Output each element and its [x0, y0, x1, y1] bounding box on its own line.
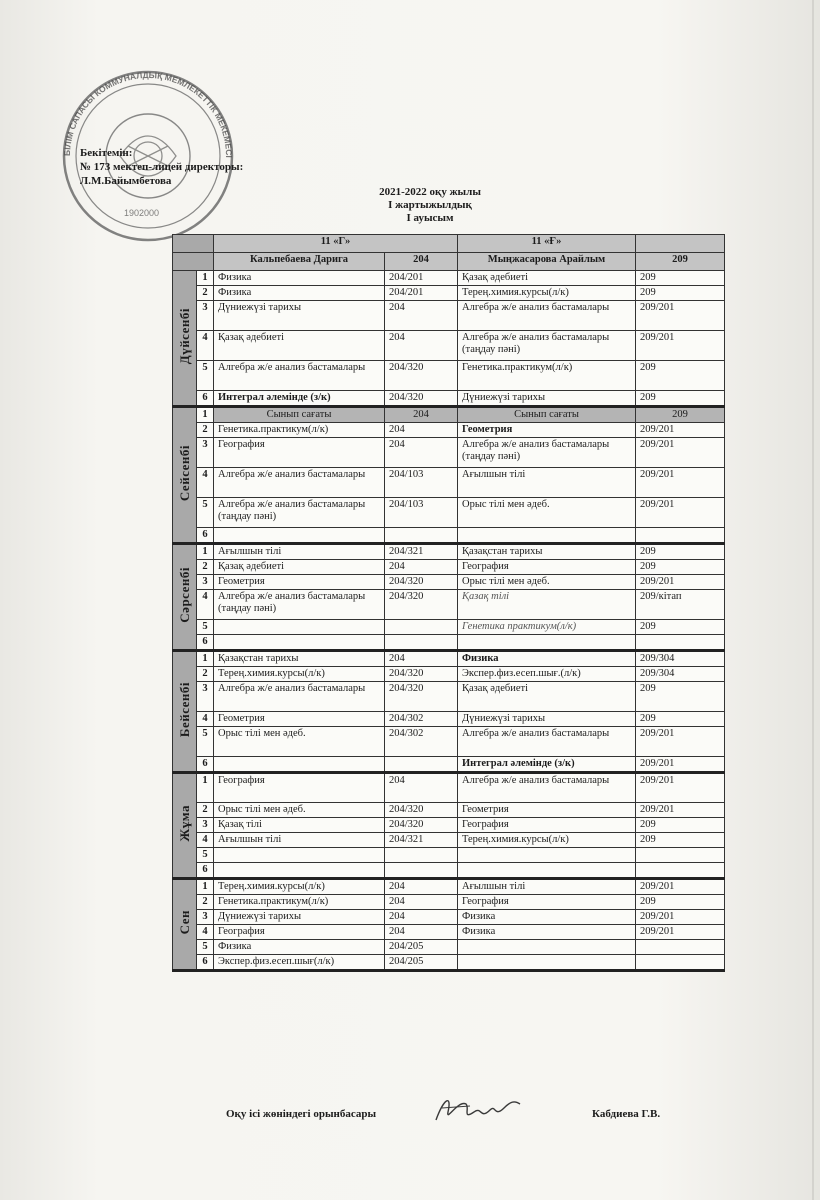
lesson-number: 1 [197, 544, 214, 560]
schedule-row [173, 757, 725, 773]
subject-class-f: Терең.химия.курсы(л/к) [458, 286, 636, 301]
schedule-row [173, 423, 725, 438]
seal-ring-text: БІЛІМ САПАСЫ КОММУНАЛДЫҚ МЕМЛЕКЕТТІК МЕКЕМЕСІ [61, 69, 235, 158]
subject-class-f [458, 635, 636, 651]
approval-director-name: Л.М.Байымбетова [80, 175, 172, 187]
subject-class-f: Геометрия [458, 803, 636, 818]
room-class-g: 204 [385, 438, 458, 468]
room-class-f: 209/201 [636, 498, 725, 528]
lesson-number: 5 [197, 361, 214, 391]
half-year: І жартыжылдық [388, 199, 472, 211]
subject-class-g: Физика [214, 286, 385, 301]
subject-class-g [214, 863, 385, 879]
subject-class-f: Қазақ тілі [458, 590, 636, 620]
day-label-cell [173, 407, 197, 544]
schedule-row [173, 848, 725, 863]
schedule-row [173, 667, 725, 682]
schedule-row [173, 271, 725, 286]
lesson-number: 4 [197, 468, 214, 498]
room-class-f [636, 940, 725, 955]
schedule-row [173, 803, 725, 818]
room-class-g: 204/103 [385, 468, 458, 498]
room-class-g: 204 [385, 301, 458, 331]
schedule-row [173, 682, 725, 712]
subject-class-g: Геометрия [214, 712, 385, 727]
subject-class-g: Алгебра ж/е анализ бастамалары (таңдау пәні) [214, 590, 385, 620]
room-class-g [385, 848, 458, 863]
shift: І ауысым [406, 212, 454, 224]
room-class-f: 209 [636, 682, 725, 712]
subject-class-f: Дүниежүзі тарихы [458, 391, 636, 407]
class-name-g: 11 «Г» [214, 235, 458, 253]
lesson-number: 1 [197, 271, 214, 286]
room-class-g [385, 620, 458, 635]
room-class-g: 204/201 [385, 286, 458, 301]
room-class-g: 204/320 [385, 803, 458, 818]
lesson-number: 6 [197, 955, 214, 971]
schedule-row [173, 407, 725, 423]
room-class-f: 209 [636, 391, 725, 407]
day-name: Бейсенбі [176, 681, 192, 738]
subject-class-g: Физика [214, 940, 385, 955]
room-class-f: 209 [636, 286, 725, 301]
lesson-number: 3 [197, 575, 214, 590]
day-label-cell [173, 879, 197, 971]
room-class-g: 204 [385, 407, 458, 423]
subject-class-g [214, 635, 385, 651]
subject-class-g: Сынып сағаты [214, 407, 385, 423]
schedule-row [173, 438, 725, 468]
schedule-row [173, 955, 725, 971]
schedule-row [173, 863, 725, 879]
room-class-f [636, 528, 725, 544]
subject-class-g: Генетика.практикум(л/к) [214, 423, 385, 438]
subject-class-f: Физика [458, 651, 636, 667]
subject-class-f [458, 955, 636, 971]
schedule-row [173, 925, 725, 940]
corner-cell-2 [173, 253, 214, 271]
subject-class-f: География [458, 818, 636, 833]
subject-class-g: Дүниежүзі тарихы [214, 301, 385, 331]
lesson-number: 4 [197, 833, 214, 848]
subject-class-f: Физика [458, 910, 636, 925]
schedule-row [173, 391, 725, 407]
lesson-number: 3 [197, 438, 214, 468]
room-class-f: 209/201 [636, 301, 725, 331]
subject-class-f: Сынып сағаты [458, 407, 636, 423]
room-class-g: 204 [385, 423, 458, 438]
approval-school-director: № 173 мектеп-лицей директоры: [80, 161, 244, 173]
lesson-number: 2 [197, 286, 214, 301]
lesson-number: 4 [197, 712, 214, 727]
lesson-number: 6 [197, 757, 214, 773]
day-name: Дүйсенбі [176, 307, 192, 365]
lesson-number: 6 [197, 863, 214, 879]
room-class-g: 204 [385, 773, 458, 803]
room-class-g: 204/205 [385, 940, 458, 955]
room-class-g: 204/321 [385, 544, 458, 560]
room-class-g: 204/320 [385, 575, 458, 590]
room-class-g: 204/320 [385, 361, 458, 391]
schedule-row [173, 651, 725, 667]
schedule-row [173, 879, 725, 895]
room-class-g: 204 [385, 560, 458, 575]
subject-class-f: География [458, 895, 636, 910]
room-class-g: 204/320 [385, 590, 458, 620]
header-blank [636, 235, 725, 253]
subject-class-f: Қазақстан тарихы [458, 544, 636, 560]
teacher-f: Мыңжасарова Арайлым [458, 253, 636, 271]
subject-class-f: География [458, 560, 636, 575]
schedule-row [173, 468, 725, 498]
subject-class-g: Орыс тілі мен әдеб. [214, 803, 385, 818]
lesson-number: 5 [197, 940, 214, 955]
schedule-row [173, 635, 725, 651]
day-name: Жұма [176, 805, 192, 842]
subject-class-g: Қазақ әдебиеті [214, 331, 385, 361]
corner-cell [173, 235, 214, 253]
lesson-number: 4 [197, 925, 214, 940]
subject-class-g: Физика [214, 271, 385, 286]
subject-class-f: Терең.химия.курсы(л/к) [458, 833, 636, 848]
lesson-number: 5 [197, 727, 214, 757]
schedule-row [173, 498, 725, 528]
schedule-row [173, 331, 725, 361]
subject-class-f: Алгебра ж/е анализ бастамалары [458, 727, 636, 757]
day-label-cell [173, 773, 197, 879]
day-name: Сен [176, 910, 192, 935]
subject-class-f [458, 940, 636, 955]
room-class-f: 209/201 [636, 773, 725, 803]
schedule-row [173, 575, 725, 590]
room-class-f: 209/кітап [636, 590, 725, 620]
day-label-cell [173, 544, 197, 651]
handwritten-signature-icon [430, 1090, 526, 1130]
schedule-row [173, 727, 725, 757]
subject-class-g: География [214, 438, 385, 468]
room-class-g: 204/321 [385, 833, 458, 848]
lesson-number: 2 [197, 667, 214, 682]
room-class-f: 209/201 [636, 925, 725, 940]
room-class-f: 209 [636, 560, 725, 575]
subject-class-g: Экспер.физ.есеп.шығ(л/к) [214, 955, 385, 971]
room-class-f: 209 [636, 407, 725, 423]
room-class-g: 204 [385, 331, 458, 361]
room-class-f: 209 [636, 818, 725, 833]
subject-class-g [214, 757, 385, 773]
academic-year: 2021-2022 оқу жылы [379, 186, 481, 198]
subject-class-f: Экспер.физ.есеп.шығ.(л/к) [458, 667, 636, 682]
room-class-g: 204/103 [385, 498, 458, 528]
lesson-number: 1 [197, 651, 214, 667]
subject-class-f: Ағылшын тілі [458, 468, 636, 498]
room-class-f: 209 [636, 271, 725, 286]
room-class-g: 204/320 [385, 818, 458, 833]
day-label-cell [173, 271, 197, 407]
room-class-g: 204/302 [385, 727, 458, 757]
lesson-number: 4 [197, 331, 214, 361]
schedule-row [173, 528, 725, 544]
subject-class-g: Алгебра ж/е анализ бастамалары (таңдау пәні) [214, 498, 385, 528]
room-class-f: 209 [636, 895, 725, 910]
subject-class-g: Ағылшын тілі [214, 544, 385, 560]
room-class-g [385, 757, 458, 773]
subject-class-f: Генетика.практикум(л/к) [458, 361, 636, 391]
schedule-row [173, 818, 725, 833]
subject-class-g: Алгебра ж/е анализ бастамалары [214, 361, 385, 391]
subject-class-g: Генетика.практикум(л/к) [214, 895, 385, 910]
room-class-f: 209/201 [636, 331, 725, 361]
room-class-f: 209/201 [636, 757, 725, 773]
room-class-f: 209/304 [636, 651, 725, 667]
schedule-row [173, 940, 725, 955]
subject-class-g: Интеграл әлемінде (з/к) [214, 391, 385, 407]
room-f: 209 [636, 253, 725, 271]
schedule-row [173, 773, 725, 803]
teacher-g: Кальпебаева Дарига [214, 253, 385, 271]
subject-class-f: Орыс тілі мен әдеб. [458, 498, 636, 528]
room-class-g: 204 [385, 925, 458, 940]
approval-block [80, 146, 243, 188]
seal-code: 1902000 [124, 208, 160, 218]
room-class-g: 204 [385, 895, 458, 910]
subject-class-g: География [214, 925, 385, 940]
room-class-g [385, 863, 458, 879]
deputy-name: Кабдиева Г.В. [592, 1108, 661, 1120]
schedule-row [173, 286, 725, 301]
subject-class-f: Интеграл әлемінде (з/к) [458, 757, 636, 773]
lesson-number: 3 [197, 682, 214, 712]
lesson-number: 6 [197, 391, 214, 407]
deputy-role: Оқу ісі жөніндегі орынбасары [226, 1108, 377, 1120]
subject-class-g [214, 620, 385, 635]
lesson-number: 1 [197, 407, 214, 423]
subject-class-g: Орыс тілі мен әдеб. [214, 727, 385, 757]
room-class-f: 209 [636, 712, 725, 727]
room-class-f: 209/201 [636, 803, 725, 818]
subject-class-g: Қазақ әдебиеті [214, 560, 385, 575]
schedule-row [173, 301, 725, 331]
lesson-number: 5 [197, 498, 214, 528]
room-class-f [636, 848, 725, 863]
day-name: Сәрсенбі [176, 567, 192, 623]
schedule-table [172, 234, 725, 972]
lesson-number: 2 [197, 423, 214, 438]
room-class-f [636, 635, 725, 651]
subject-class-g: Алгебра ж/е анализ бастамалары [214, 682, 385, 712]
room-class-f: 209/304 [636, 667, 725, 682]
subject-class-f [458, 848, 636, 863]
room-class-g [385, 635, 458, 651]
room-class-f: 209 [636, 620, 725, 635]
subject-class-f: Алгебра ж/е анализ бастамалары [458, 773, 636, 803]
subject-class-f: Геометрия [458, 423, 636, 438]
room-class-f: 209/201 [636, 423, 725, 438]
subject-class-f: Физика [458, 925, 636, 940]
subject-class-f: Қазақ әдебиеті [458, 682, 636, 712]
class-header-row [173, 235, 725, 253]
room-class-f [636, 955, 725, 971]
lesson-number: 3 [197, 301, 214, 331]
subject-class-g: Терең.химия.курсы(л/к) [214, 879, 385, 895]
room-class-f: 209/201 [636, 879, 725, 895]
subject-class-g [214, 528, 385, 544]
lesson-number: 3 [197, 818, 214, 833]
room-class-f: 209/201 [636, 727, 725, 757]
subject-class-f: Алгебра ж/е анализ бастамалары [458, 301, 636, 331]
lesson-number: 2 [197, 803, 214, 818]
room-g: 204 [385, 253, 458, 271]
subject-class-g: Геометрия [214, 575, 385, 590]
room-class-f: 209/201 [636, 910, 725, 925]
schedule-row [173, 544, 725, 560]
subject-class-f: Орыс тілі мен әдеб. [458, 575, 636, 590]
schedule-row [173, 361, 725, 391]
room-class-g: 204/205 [385, 955, 458, 971]
subject-class-f: Алгебра ж/е анализ бастамалары (таңдау пәні) [458, 331, 636, 361]
subject-class-g: Қазақстан тарихы [214, 651, 385, 667]
schedule-row [173, 712, 725, 727]
room-class-g: 204/320 [385, 667, 458, 682]
lesson-number: 2 [197, 560, 214, 575]
lesson-number: 5 [197, 620, 214, 635]
subject-class-f: Алгебра ж/е анализ бастамалары (таңдау пәні) [458, 438, 636, 468]
schedule-row [173, 620, 725, 635]
room-class-f: 209/201 [636, 438, 725, 468]
subject-class-g: Қазақ тілі [214, 818, 385, 833]
schedule-row [173, 833, 725, 848]
day-name: Сейсенбі [176, 444, 192, 502]
room-class-f: 209 [636, 361, 725, 391]
subject-class-g: Дүниежүзі тарихы [214, 910, 385, 925]
schedule-row [173, 910, 725, 925]
approval-title: Бекітемін: [80, 147, 133, 159]
subject-class-f: Дүниежүзі тарихы [458, 712, 636, 727]
lesson-number: 6 [197, 635, 214, 651]
subject-class-f [458, 863, 636, 879]
lesson-number: 4 [197, 590, 214, 620]
lesson-number: 5 [197, 848, 214, 863]
scan-edge [812, 0, 814, 1200]
room-class-g: 204/302 [385, 712, 458, 727]
class-name-f: 11 «Ғ» [458, 235, 636, 253]
room-class-g [385, 528, 458, 544]
lesson-number: 1 [197, 879, 214, 895]
subject-class-f [458, 528, 636, 544]
room-class-g: 204 [385, 651, 458, 667]
room-class-f: 209 [636, 544, 725, 560]
room-class-g: 204/320 [385, 391, 458, 407]
room-class-f: 209 [636, 833, 725, 848]
schedule-row [173, 895, 725, 910]
room-class-f: 209/201 [636, 575, 725, 590]
room-class-g: 204 [385, 879, 458, 895]
subject-class-g: Ағылшын тілі [214, 833, 385, 848]
day-label-cell [173, 651, 197, 773]
subject-class-f: Генетика практикум(л/к) [458, 620, 636, 635]
lesson-number: 1 [197, 773, 214, 803]
document-heading [330, 186, 530, 225]
subject-class-g: Терең.химия.курсы(л/к) [214, 667, 385, 682]
lesson-number: 3 [197, 910, 214, 925]
subject-class-f: Қазақ әдебиеті [458, 271, 636, 286]
subject-class-g [214, 848, 385, 863]
room-class-g: 204 [385, 910, 458, 925]
subject-class-g: Алгебра ж/е анализ бастамалары [214, 468, 385, 498]
room-class-g: 204/201 [385, 271, 458, 286]
lesson-number: 6 [197, 528, 214, 544]
lesson-number: 2 [197, 895, 214, 910]
schedule-row [173, 560, 725, 575]
room-class-f: 209/201 [636, 468, 725, 498]
teacher-header-row [173, 253, 725, 271]
subject-class-f: Ағылшын тілі [458, 879, 636, 895]
room-class-f [636, 863, 725, 879]
room-class-g: 204/320 [385, 682, 458, 712]
subject-class-g: География [214, 773, 385, 803]
schedule-row [173, 590, 725, 620]
